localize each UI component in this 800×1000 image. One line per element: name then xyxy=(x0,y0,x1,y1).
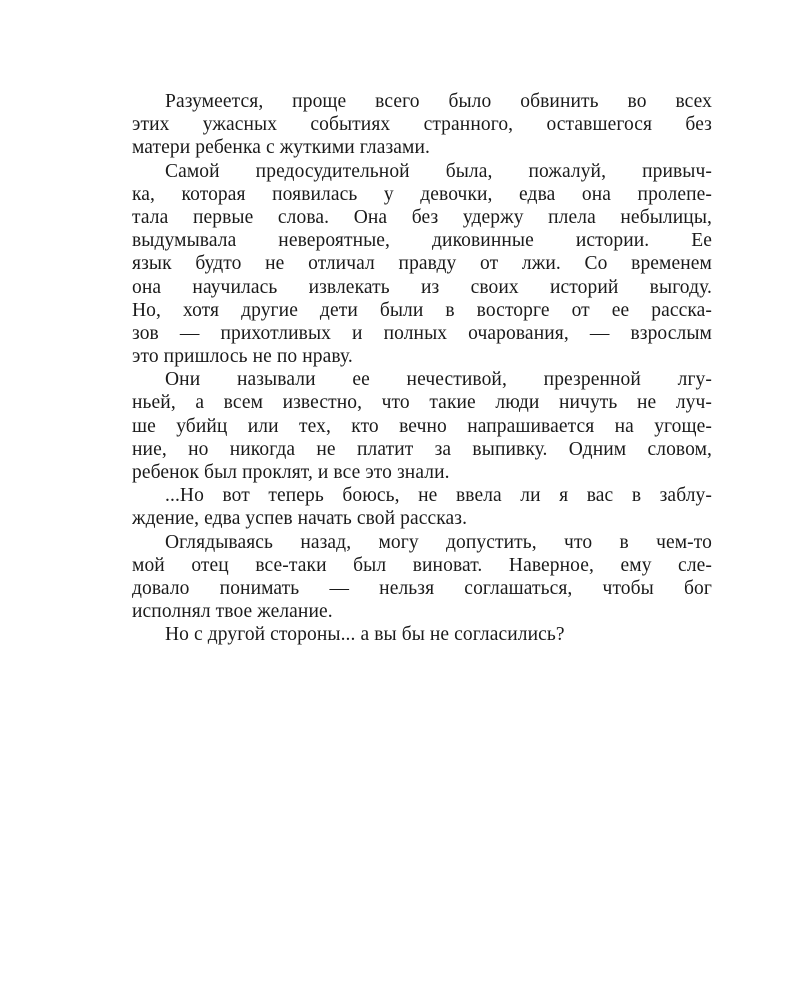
text-line: Но, хотя другие дети были в восторге от ее расска- xyxy=(132,299,712,321)
text-line: ка, которая появилась у девочки, едва она пролепе- xyxy=(132,183,712,205)
text-line: матери ребенка с жуткими глазами. xyxy=(132,137,430,159)
text-line: это пришлось не по нраву. xyxy=(132,346,353,368)
text-line: ние, но никогда не платит за выпивку. Одним словом, xyxy=(132,438,712,460)
text-line: ждение, едва успев начать свой рассказ. xyxy=(132,508,468,530)
text-line: ...Но вот теперь боюсь, не ввела ли я вас в заблу- xyxy=(165,485,712,507)
text-line: зов — прихотливых и полных очарования, — взрослым xyxy=(132,322,712,344)
text-line: Разумеется, проще всего было обвинить во всех xyxy=(165,91,712,112)
text-line: язык будто не отличал правду от лжи. Со временем xyxy=(132,253,712,275)
text-line: исполнял твое желание. xyxy=(132,601,333,623)
text-line: ребенок был проклят, и все это знали. xyxy=(132,462,450,483)
paragraph xyxy=(132,160,712,369)
text-line: ше убийц или тех, кто вечно напрашивается на угоще- xyxy=(132,415,712,437)
text-line: этих ужасных событиях странного, оставшегося без xyxy=(132,114,712,136)
body-text xyxy=(132,90,712,647)
text-line: Самой предосудительной была, пожалуй, привыч- xyxy=(165,160,712,182)
text-line: выдумывала невероятные, диковинные истории. Ее xyxy=(132,230,712,252)
text-line: довало понимать — нельзя соглашаться, чтобы бог xyxy=(132,577,712,599)
paragraph xyxy=(132,531,712,624)
text-line: она научилась извлекать из своих историй выгоду. xyxy=(132,276,712,298)
text-line: мой отец все-таки был виноват. Наверное, ему сле- xyxy=(132,554,712,576)
text-line: Оглядываясь назад, могу допустить, что в чем-то xyxy=(165,531,712,553)
text-line: Они называли ее нечестивой, презренной лгу- xyxy=(165,369,712,391)
text-line: тала первые слова. Она без удержу плела небылицы, xyxy=(132,206,712,228)
paragraph xyxy=(132,368,712,484)
paragraph xyxy=(132,90,712,160)
text-line: ньей, а всем известно, что такие люди ничуть не луч- xyxy=(132,392,712,414)
paragraph xyxy=(132,484,712,530)
text-line: Но с другой стороны... а вы бы не согласились? xyxy=(165,624,565,646)
paragraph xyxy=(132,623,712,646)
